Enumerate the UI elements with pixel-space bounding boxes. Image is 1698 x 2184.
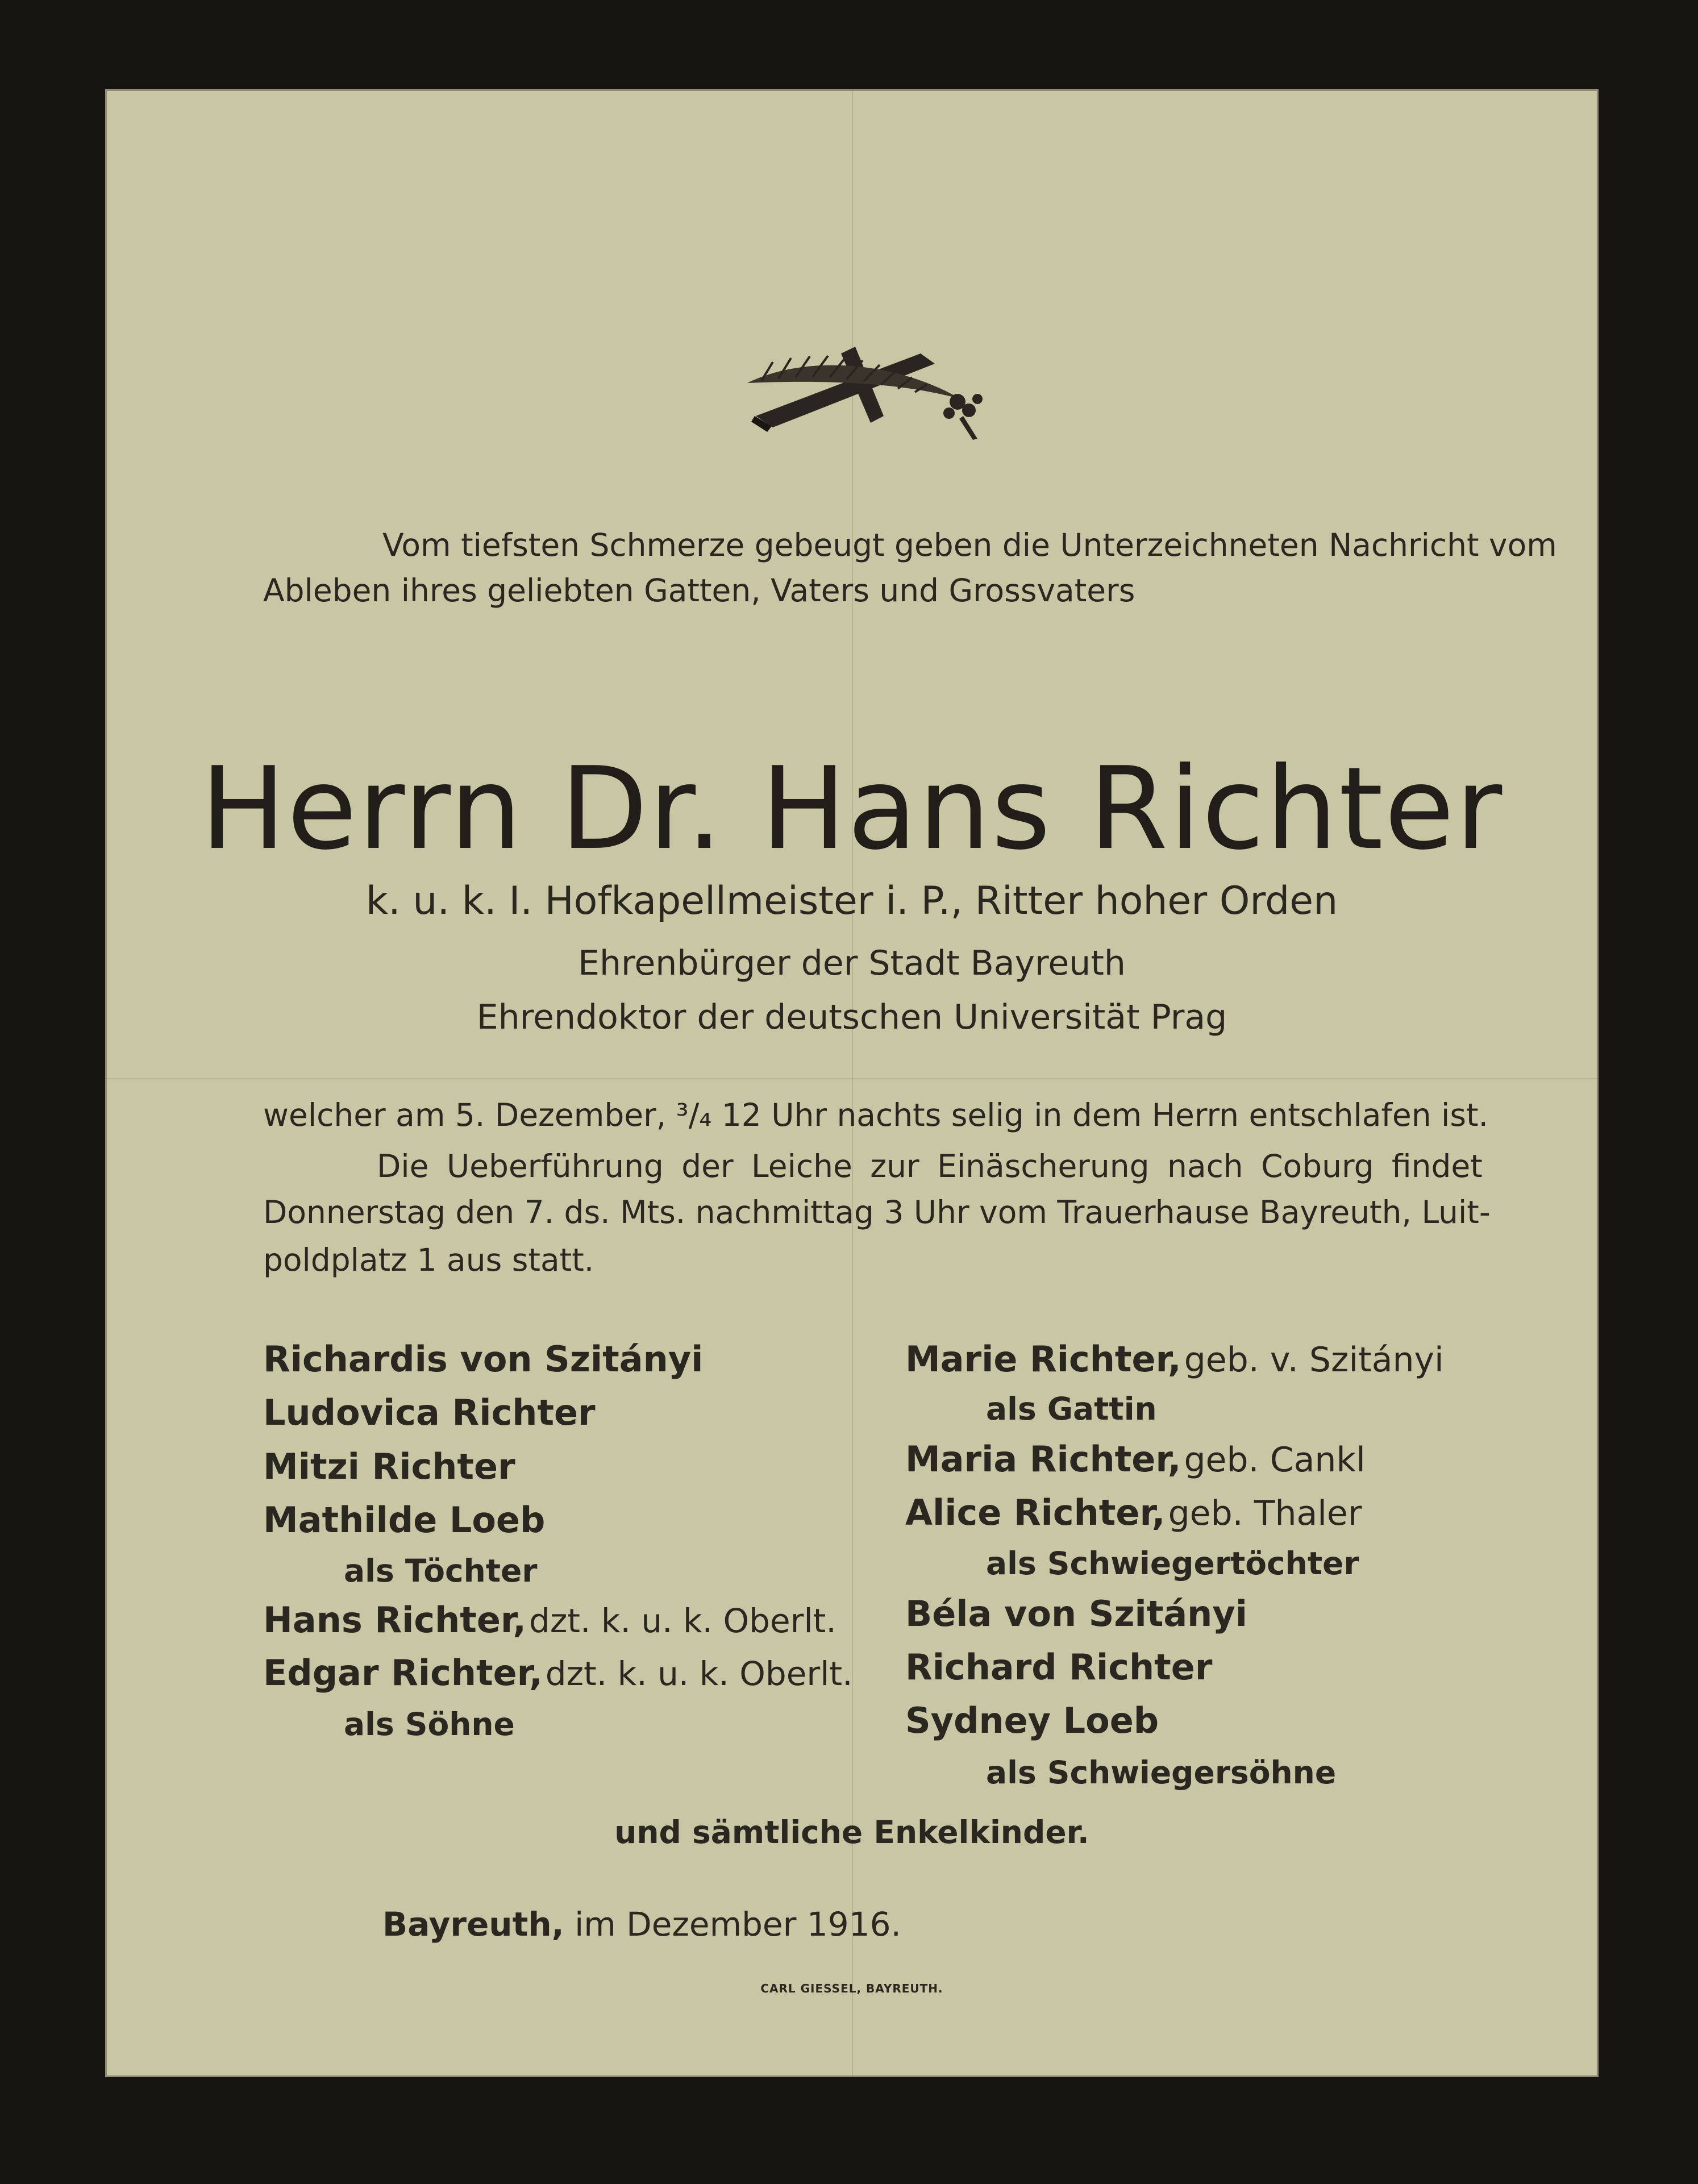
honor-line-3: Ehrendoktor der deutschen Universität Prag	[476, 997, 1227, 1037]
daughter-in-law-2	[905, 1492, 1362, 1533]
deceased-name-title: Herrn Dr. Hans Richter	[200, 743, 1504, 875]
intro-line-2: Ableben ihres geliebten Gatten, Vaters und Grossvaters	[263, 572, 1135, 609]
grandchildren-line: und sämtliche Enkelkinder.	[614, 1814, 1089, 1850]
honor-line-1: k. u. k. I. Hofkapellmeister i. P., Ritter hoher Orden	[365, 879, 1338, 923]
daughters-role: als Töchter	[344, 1553, 538, 1589]
wife-role: als Gattin	[986, 1391, 1157, 1427]
daughter-in-law-2-birth: geb. Thaler	[1168, 1494, 1362, 1533]
mourning-notice-sheet	[105, 89, 1599, 2077]
daughter-name: Richardis von Szitányi	[263, 1338, 704, 1380]
wife-birth-name: geb. v. Szitányi	[1184, 1340, 1444, 1380]
daughter-name: Mathilde Loeb	[263, 1499, 546, 1541]
son-in-law-name: Sydney Loeb	[905, 1700, 1159, 1741]
fold-line-horizontal	[105, 1078, 1599, 1079]
transfer-line-1: Die Ueberführung der Leiche zur Einäscherung nach Coburg findet	[377, 1148, 1483, 1184]
death-announcement-line: welcher am 5. Dezember, ³/₄ 12 Uhr nachts selig in dem Herrn entschlafen ist.	[263, 1097, 1489, 1133]
honor-line-2: Ehrenbürger der Stadt Bayreuth	[578, 943, 1126, 983]
date: im Dezember 1916.	[575, 1905, 901, 1944]
cross-with-palm-frond-icon	[739, 331, 1000, 444]
son-2-rank: dzt. k. u. k. Oberlt.	[545, 1654, 853, 1693]
son-1-rank: dzt. k. u. k. Oberlt.	[529, 1601, 836, 1640]
daughter-in-law-1-name: Maria Richter,	[905, 1438, 1181, 1480]
place-date-line	[382, 1905, 901, 1944]
wife	[905, 1338, 1444, 1380]
daughter-name: Ludovica Richter	[263, 1392, 596, 1433]
printer-imprint: CARL GIESSEL, BAYREUTH.	[760, 1982, 943, 1995]
son-1	[263, 1599, 836, 1641]
daughter-in-law-1-birth: geb. Cankl	[1184, 1440, 1366, 1480]
son-1-name: Hans Richter,	[263, 1599, 526, 1641]
son-2-name: Edgar Richter,	[263, 1652, 543, 1694]
wife-name: Marie Richter,	[905, 1338, 1181, 1380]
daughter-in-law-1	[905, 1438, 1366, 1480]
intro-line-1: Vom tiefsten Schmerze gebeugt geben die Unterzeichneten Nachricht vom	[382, 527, 1557, 563]
son-2	[263, 1652, 853, 1694]
daughters-in-law-role: als Schwiegertöchter	[986, 1545, 1359, 1582]
daughter-in-law-2-name: Alice Richter,	[905, 1492, 1166, 1533]
son-in-law-name: Béla von Szitányi	[905, 1593, 1247, 1634]
daughter-name: Mitzi Richter	[263, 1446, 515, 1487]
sons-in-law-role: als Schwiegersöhne	[986, 1754, 1337, 1791]
sons-role: als Söhne	[344, 1706, 515, 1742]
transfer-line-2: Donnerstag den 7. ds. Mts. nachmittag 3 Uhr vom Trauerhause Bayreuth, Luit-	[263, 1194, 1491, 1230]
son-in-law-name: Richard Richter	[905, 1646, 1213, 1688]
transfer-line-3: poldplatz 1 aus statt.	[263, 1242, 594, 1278]
place-name: Bayreuth,	[382, 1905, 564, 1944]
